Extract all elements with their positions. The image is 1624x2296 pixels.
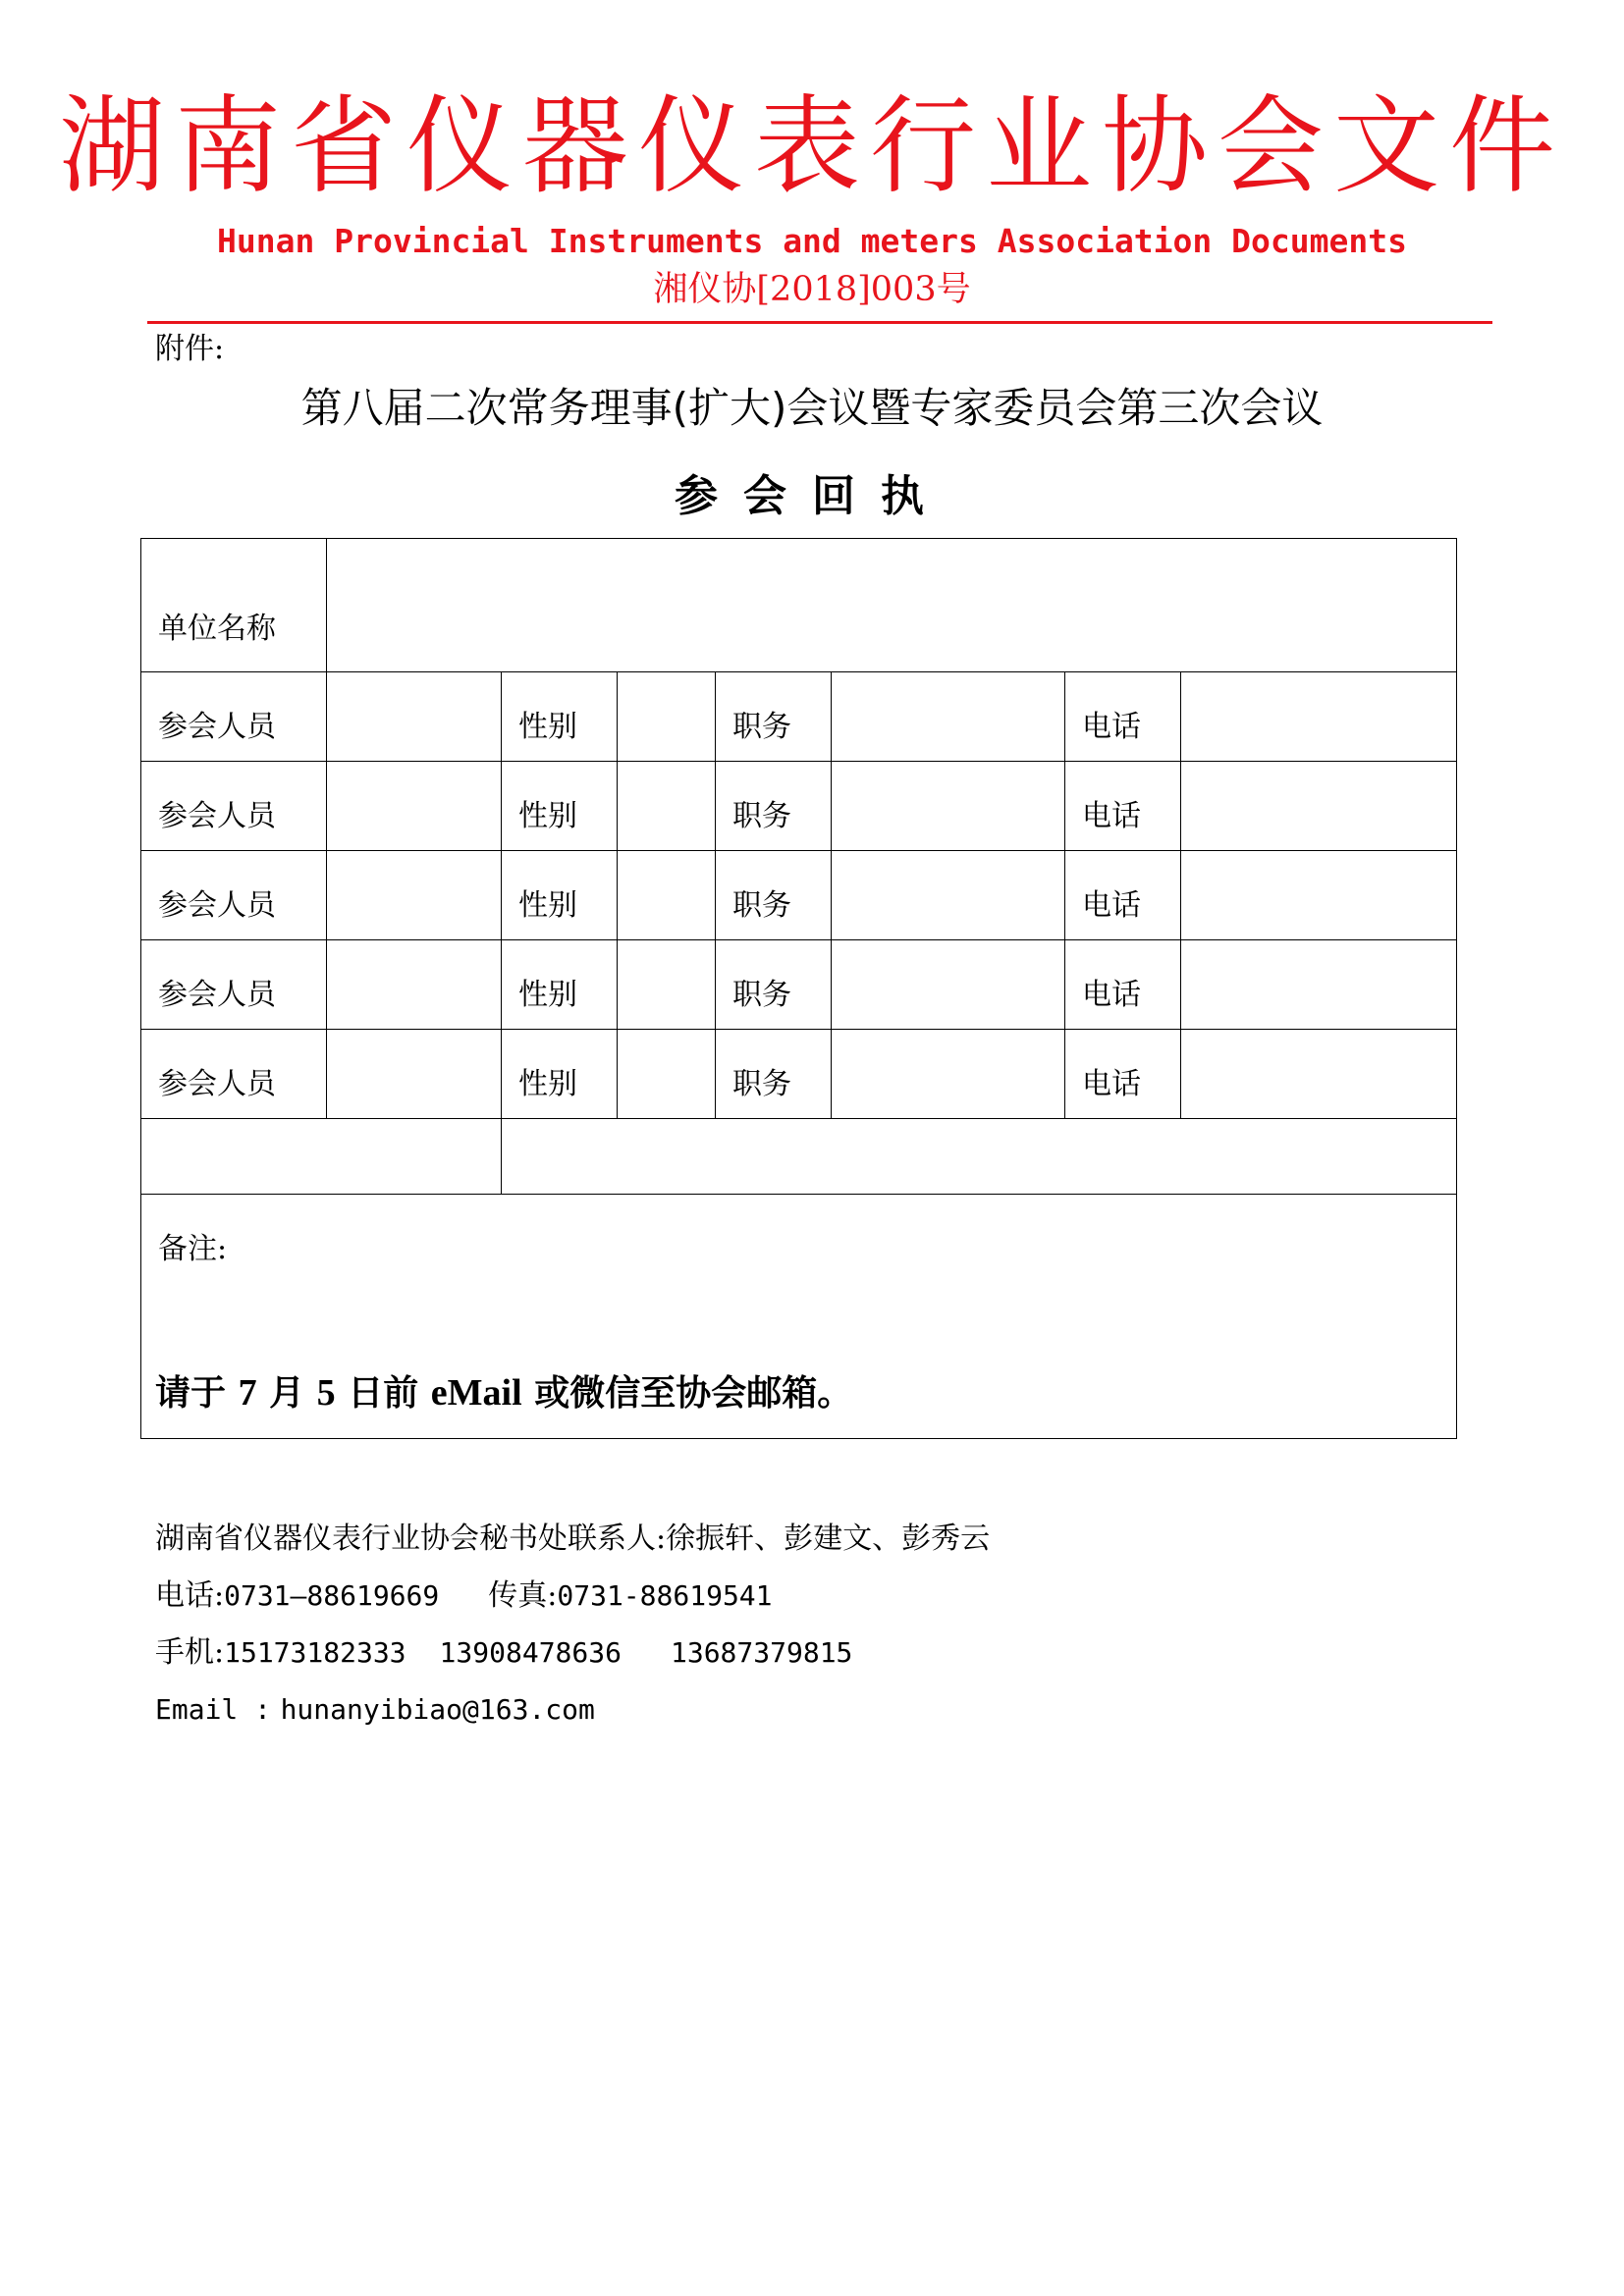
attendee-label: 参会人员: [141, 851, 327, 940]
gender-field[interactable]: [618, 672, 716, 762]
position-label: 职务: [716, 940, 832, 1030]
attendee-name-field[interactable]: [327, 1030, 502, 1119]
position-label: 职务: [716, 1030, 832, 1119]
attendee-name-field[interactable]: [327, 851, 502, 940]
position-label: 职务: [716, 851, 832, 940]
phone-field[interactable]: [1181, 672, 1457, 762]
mobile-number: 15173182333: [224, 1636, 406, 1669]
gender-field[interactable]: [618, 1030, 716, 1119]
phone-label: 电话: [1065, 851, 1181, 940]
notice-prefix: 请于: [155, 1372, 227, 1414]
attendee-name-field[interactable]: [327, 940, 502, 1030]
phone-label: 电话: [1065, 940, 1181, 1030]
gender-field[interactable]: [618, 940, 716, 1030]
phone-fax-line: [155, 1576, 773, 1616]
phone-field[interactable]: [1181, 1030, 1457, 1119]
contacts-line: 湖南省仪器仪表行业协会秘书处联系人:徐振轩、彭建文、彭秀云: [155, 1522, 991, 1556]
mobile-number: 13908478636: [439, 1636, 622, 1669]
position-field[interactable]: [832, 940, 1065, 1030]
gender-label: 性别: [502, 851, 618, 940]
email-address[interactable]: hunanyibiao@163.com: [280, 1693, 595, 1726]
fax-label-text: 传真:: [488, 1578, 558, 1613]
phone-label: 电话: [1065, 672, 1181, 762]
attachment-label: 附件:: [155, 332, 225, 366]
gender-label: 性别: [502, 1030, 618, 1119]
email-line: [155, 1690, 595, 1730]
attendee-name-field[interactable]: [327, 672, 502, 762]
position-label: 职务: [716, 762, 832, 851]
attendee-name-field[interactable]: [327, 762, 502, 851]
phone-label-text: 电话:: [155, 1578, 225, 1613]
notice-day-unit: 日前: [348, 1372, 419, 1414]
submission-notice: [155, 1369, 852, 1416]
phone-field[interactable]: [1181, 851, 1457, 940]
attendee-label: 参会人员: [141, 1030, 327, 1119]
notice-day: 5: [316, 1372, 336, 1414]
meeting-title: 第八届二次常务理事(扩大)会议暨专家委员会第三次会议: [300, 384, 1324, 432]
extra-value-cell[interactable]: [502, 1119, 1457, 1195]
document-number: 湘仪协[2018]003号: [653, 270, 971, 309]
gender-label: 性别: [502, 672, 618, 762]
gender-field[interactable]: [618, 762, 716, 851]
attendee-row: [141, 762, 1457, 851]
letterhead-title: 湖南省仪器仪表行业协会文件: [58, 85, 1565, 208]
notice-channel: eMail: [430, 1372, 522, 1414]
phone-label: 电话: [1065, 762, 1181, 851]
position-label: 职务: [716, 672, 832, 762]
attendee-label: 参会人员: [141, 940, 327, 1030]
unit-name-label: 单位名称: [141, 539, 327, 672]
unit-row: [141, 539, 1457, 672]
attendee-row: [141, 851, 1457, 940]
unit-name-field[interactable]: [327, 539, 1457, 672]
position-field[interactable]: [832, 1030, 1065, 1119]
notice-month-unit: 月: [269, 1372, 305, 1414]
mobile-label-text: 手机:: [155, 1635, 225, 1670]
attendee-row: [141, 940, 1457, 1030]
notice-month: 7: [238, 1372, 257, 1414]
email-label-text: Email :: [155, 1693, 272, 1726]
gender-label: 性别: [502, 762, 618, 851]
position-field[interactable]: [832, 762, 1065, 851]
attendee-label: 参会人员: [141, 672, 327, 762]
phone-field[interactable]: [1181, 940, 1457, 1030]
mobile-line: [155, 1633, 852, 1673]
position-field[interactable]: [832, 672, 1065, 762]
letterhead-subtitle-en: Hunan Provincial Instruments and meters Association Documents: [217, 222, 1407, 260]
attendee-row: [141, 1030, 1457, 1119]
attendance-form: [140, 538, 1457, 1439]
position-field[interactable]: [832, 851, 1065, 940]
extra-label-cell[interactable]: [141, 1119, 502, 1195]
letterhead-divider: [147, 321, 1492, 324]
phone-number: 0731—88619669: [224, 1579, 440, 1612]
remarks-label: 备注:: [158, 1232, 228, 1266]
gender-field[interactable]: [618, 851, 716, 940]
notice-suffix: 或微信至协会邮箱。: [534, 1372, 853, 1414]
attendee-row: [141, 672, 1457, 762]
mobile-number: 13687379815: [670, 1636, 853, 1669]
attendee-label: 参会人员: [141, 762, 327, 851]
phone-label: 电话: [1065, 1030, 1181, 1119]
fax-number: 0731-88619541: [557, 1579, 773, 1612]
phone-field[interactable]: [1181, 762, 1457, 851]
extra-row: [141, 1119, 1457, 1195]
receipt-title: 参会回执: [675, 471, 949, 521]
gender-label: 性别: [502, 940, 618, 1030]
